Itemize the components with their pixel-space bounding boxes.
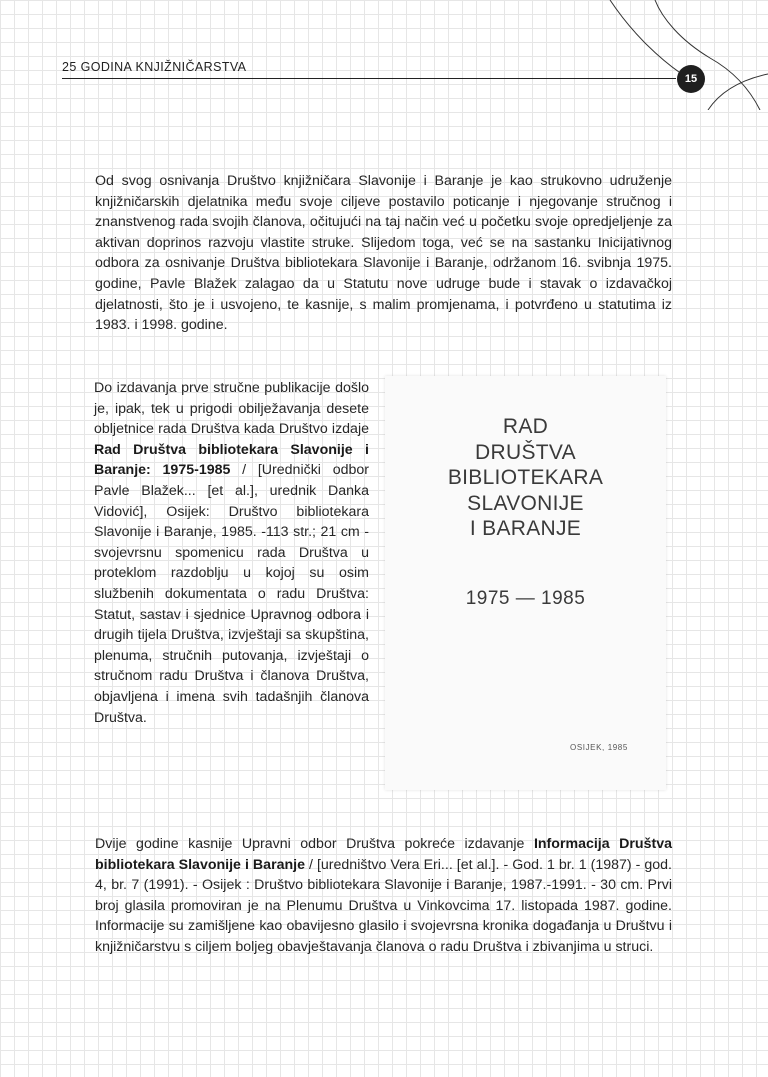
paragraph-intro: Od svog osnivanja Društvo knjižničara Slavonije i Baranje je kao strukovno udruženje knjižničarskih djelatnika među svoje ciljeve postavilo poticanje i njegovanje stručnog i znanstvenog rada svojih članova, očitujući na taj način već u početku svoje opredjeljenje za aktivan doprinos razvoju vlastite struke. Slijedom toga, već se na sastanku Inicijativnog odbora za osnivanje Društva bibliotekara Slavonije i Baranje, održanom 16. svibnja 1975. godine, Pavle Blažek zalagao da u Statutu nove udruge bude i stavak o izdavačkoj djelatnosti, što je i usvojeno, te kasnije, s malim promjenama, i potvrđeno u statutima iz 1983. i 1998. godine.	[95, 173, 672, 334]
publication-title-informacije: Informacija Društva bibliotekara Slavonije i Baranje	[95, 836, 672, 873]
publication-title-rad-drustva: Rad Društva bibliotekara Slavonije i Baranje: 1975-1985	[94, 441, 369, 479]
book-cover-image	[385, 376, 666, 790]
book-cover-years: 1975 — 1985	[465, 588, 586, 609]
paragraph-first-publication-rest: / [Urednički odbor Pavle Blažek... [et al.], urednik Danka Vidović], Osijek: Društvo bibliotekara Slavonije i Baranje, 1985. -113 str.; 21 cm - svojevrsnu spomenicu rada Društva u proteklom razdoblju u kojoj su osim službenih dokumentata o radu Društva: Statut, sastav i sjednice Upravnog odbora i drugih tijela Društva, izvještaji sa skupština, plenuma, stručnih putovanja, izvještaji o stručnom radu Društva i članova Društva, objavljena i imena svih tadašnjih članova Društva.	[94, 462, 369, 726]
header-rule	[62, 78, 676, 79]
paragraph-first-publication-intro: Do izdavanja prve stručne publikacije došlo je, ipak, tek u prigodi obilježavanja desete obljetnice rada Društva kada Društvo izdaje	[94, 380, 369, 438]
paragraph-informacije-intro: Dvije godine kasnije Upravni odbor Društva pokreće izdavanje	[95, 836, 534, 852]
paragraph-informacije-rest: / [uredništvo Vera Eri... [et al.]. - God. 1 br. 1 (1987) - god. 4, br. 7 (1991). - Osijek : Društvo bibliotekara Slavonije i Baranje, 1987.-1991. - 30 cm. Prvi broj glasila promoviran je na Plenumu Društva u Vinkovcima 17. listopada 1987. godine. Informacije su zamišljene kao obavijesno glasilo i svojevrsna kronika događanja u Društvu i knjižničarstvu s ciljem boljeg obavještavanja članova o radu Društva i zbivanjima u struci.	[95, 856, 672, 955]
book-cover-place: OSIJEK, 1985	[570, 743, 628, 752]
running-header-title: 25 GODINA KNJIŽNIČARSTVA	[62, 60, 247, 74]
paragraph-first-publication	[94, 378, 369, 728]
paragraph-informacije	[95, 834, 672, 958]
page-number-badge: 15	[677, 65, 705, 93]
decorative-arc-lines	[600, 0, 768, 110]
book-cover-title: RAD DRUŠTVA BIBLIOTEKARA SLAVONIJE I BARANJE	[447, 415, 604, 540]
